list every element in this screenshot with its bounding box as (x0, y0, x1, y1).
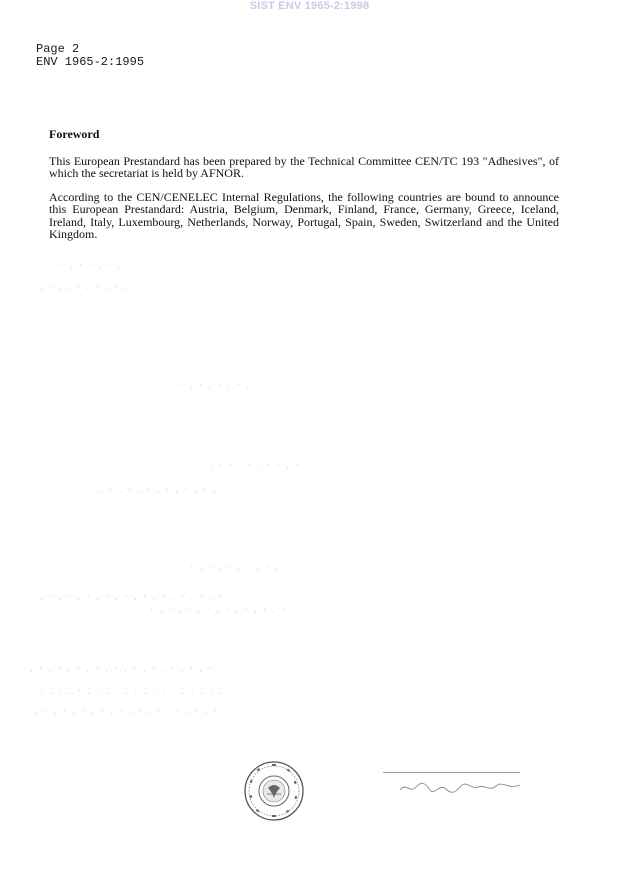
scan-noise: · . · . · . · . (180, 380, 251, 391)
foreword-section (49, 128, 559, 252)
scan-noise: · . · . · . · . · . · . · . · (150, 605, 288, 616)
foreword-heading: Foreword (49, 127, 100, 141)
scan-noise: . · . · . · . · . · . · . · . · . · . · (35, 706, 219, 717)
signature-line (383, 772, 520, 773)
document-id: ENV 1965-2:1995 (36, 55, 145, 69)
handwritten-signature-icon (398, 778, 523, 796)
foreword-paragraph-2: According to the CEN/CENELEC Internal Regulations, the following countries are bound to announce this European Prestandard: Austria, Belgium, Denmark, Finland, France, Germany, Greece, Iceland, Ireland, Italy, Luxembourg, Netherlands, Norway, Portugal, Spain, Sweden, Switzerland and the United Kingdom. (49, 189, 559, 241)
scan-noise: . · . · . · . · . · . · . · . · . · . · (30, 664, 214, 675)
watermark: SIST ENV 1965-2:1998 (249, 0, 370, 12)
scan-noise: · . · . · . · . · . (190, 562, 280, 573)
foreword-paragraph-1: This European Prestandard has been prepared by the Technical Committee CEN/TC 193 "Adhesives", of which the secretariat is held by AFNOR. (49, 153, 559, 180)
scan-noise: · . · · . · . · (60, 260, 132, 271)
official-seal-stamp-icon (243, 760, 305, 822)
scan-noise: . · . . · . · . · . (40, 282, 129, 293)
scan-noise: . · . · . · . · . · . · . (100, 485, 218, 496)
scan-noise: · . · . · . · . · . · . · . · . · . · . · (40, 686, 234, 697)
page-number: Page 2 (36, 42, 80, 56)
scan-noise: . · · . · . · · . · (210, 460, 301, 471)
scan-noise: . · . · . · . · . · . · . · . · . · . · (40, 592, 224, 603)
page-header (36, 43, 144, 69)
